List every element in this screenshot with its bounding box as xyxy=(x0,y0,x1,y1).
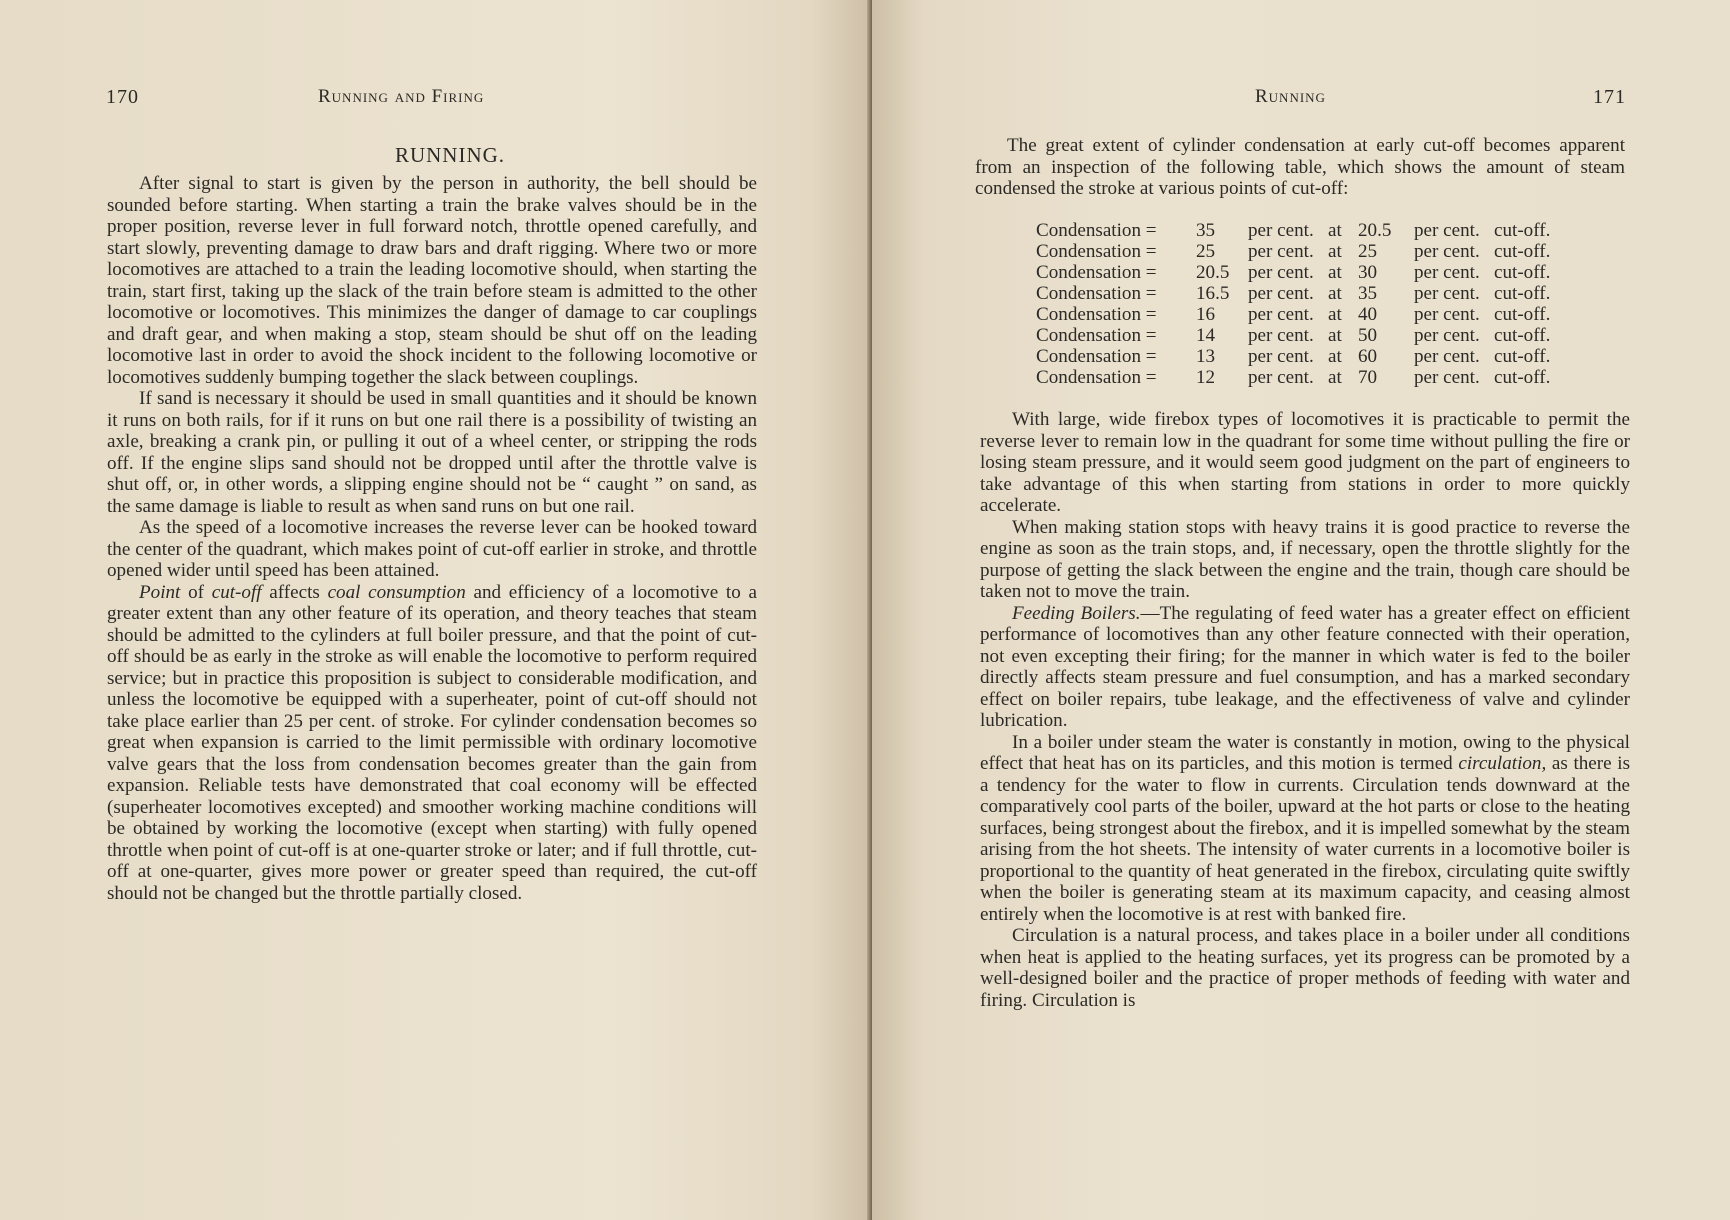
at-label: at xyxy=(1328,325,1342,346)
condensation-label: Condensation = xyxy=(1036,283,1157,304)
unit-label: per cent. xyxy=(1414,220,1480,241)
condensation-row xyxy=(1036,241,1550,262)
unit-label: per cent. xyxy=(1414,241,1480,262)
condensation-row xyxy=(1036,367,1550,388)
at-label: at xyxy=(1328,283,1342,304)
cutoff-value: 30 xyxy=(1358,262,1378,283)
paragraph: As the speed of a locomotive increases the reverse lever can be hooked toward the center of the quadrant, which makes point of cut-off earlier in stroke, and throttle opened wider until speed has been attained. xyxy=(107,517,757,581)
page-number: 170 xyxy=(106,86,139,108)
unit-label: per cent. xyxy=(1414,346,1480,367)
cutoff-value: 25 xyxy=(1358,241,1378,262)
condensation-row xyxy=(1036,346,1550,367)
cutoff-value: 60 xyxy=(1358,346,1378,367)
left-body-text xyxy=(107,173,757,904)
unit-label: per cent. xyxy=(1248,304,1314,325)
intro-text xyxy=(975,135,1625,200)
unit-label: per cent. xyxy=(1248,220,1314,241)
section-heading: RUNNING. xyxy=(394,143,506,167)
paragraph: Feeding Boilers.—The regulating of feed water has a greater effect on efficient performance of locomotives than any other feature connected with their operation, not even excepting their firing; for the manner in which water is fed to the boiler directly affects steam pressure and fuel consumption, and has a marked secondary effect on boiler repairs, tube leakage, and the effectiveness of valve and cylinder lubrication. xyxy=(980,602,1630,731)
condensation-value: 16.5 xyxy=(1196,283,1230,304)
condensation-label: Condensation = xyxy=(1036,304,1157,325)
cutoff-value: 35 xyxy=(1358,283,1378,304)
paragraph: If sand is necessary it should be used in small quantities and it should be known it runs on both rails, for if it runs on but one rail there is a possibility of twisting an axle, breaking a crank pin, or pulling it out of a wheel center, or stripping the rods off. If the engine slips sand should not be dropped until after the throttle valve is shut off, or, in other words, a slipping engine should not be “ caught ” on sand, as the same damage is liable to result as when sand runs on but one rail. xyxy=(107,388,757,517)
condensation-row xyxy=(1036,283,1550,304)
at-label: at xyxy=(1328,367,1342,388)
condensation-row xyxy=(1036,325,1550,346)
condensation-label: Condensation = xyxy=(1036,262,1157,283)
cutoff-value: 70 xyxy=(1358,367,1378,388)
cutoff-suffix: cut-off. xyxy=(1494,262,1551,283)
at-label: at xyxy=(1328,346,1342,367)
cutoff-value: 50 xyxy=(1358,325,1378,346)
unit-label: per cent. xyxy=(1248,367,1314,388)
unit-label: per cent. xyxy=(1414,283,1480,304)
unit-label: per cent. xyxy=(1248,325,1314,346)
at-label: at xyxy=(1328,241,1342,262)
condensation-value: 25 xyxy=(1196,241,1216,262)
condensation-label: Condensation = xyxy=(1036,346,1157,367)
condensation-label: Condensation = xyxy=(1036,325,1157,346)
at-label: at xyxy=(1328,304,1342,325)
paragraph: After signal to start is given by the person in authority, the bell should be sounded before starting. When starting a train the brake valves should be in the proper position, reverse lever in full forward notch, throttle opened carefully, and start slowly, preventing damage to draw bars and draft rigging. Where two or more locomotives are attached to a train the leading locomotive should, when starting the train, start first, taking up the slack of the train before steam is admitted to the other locomotive or locomotives. This minimizes the danger of damage to car couplings and draft gear, and when making a stop, steam should be shut off on the leading locomotive last in order to avoid the shock incident to the following locomotive or locomotives suddenly bumping together the slack between couplings. xyxy=(107,173,757,388)
condensation-value: 14 xyxy=(1196,325,1216,346)
running-header: Running and Firing xyxy=(318,86,485,107)
condensation-value: 35 xyxy=(1196,220,1216,241)
paragraph: The great extent of cylinder condensation at early cut-off becomes apparent from an inspection of the following table, which shows the amount of steam condensed the stroke at various points of cut-off: xyxy=(975,135,1625,199)
cutoff-suffix: cut-off. xyxy=(1494,220,1551,241)
cutoff-suffix: cut-off. xyxy=(1494,241,1551,262)
condensation-label: Condensation = xyxy=(1036,220,1157,241)
unit-label: per cent. xyxy=(1414,325,1480,346)
condensation-row xyxy=(1036,220,1550,241)
condensation-value: 20.5 xyxy=(1196,262,1230,283)
unit-label: per cent. xyxy=(1414,367,1480,388)
cutoff-suffix: cut-off. xyxy=(1494,304,1551,325)
paragraph: Point of cut-off affects coal consumption and efficiency of a locomotive to a greater extent than any other feature of its operation, and theory teaches that steam should be admitted to the cylinders at full boiler pressure, and that the point of cut-off should be as early in the stroke as will enable the locomotive to perform required service; but in practice this proposition is subject to considerable modification, and unless the locomotive be equipped with a superheater, point of cut-off should not take place earlier than 25 per cent. of stroke. For cylinder condensation becomes so great when expansion is carried to the limit permissible with ordinary locomotive valve gears that the loss from condensation becomes greater than the gain from expansion. Reliable tests have demonstrated that coal economy will be effected (superheater locomotives excepted) and smoother working machine conditions will be obtained by working the locomotive (except when starting) with fully opened throttle when point of cut-off is at one-quarter stroke or later; and if full throttle, cut-off at one-quarter, gives more power or greater speed than required, the cut-off should not be changed but the throttle partially closed. xyxy=(107,581,757,904)
paragraph: When making station stops with heavy trains it is good practice to reverse the engine as soon as the train stops, and, if necessary, open the throttle slightly for the purpose of getting the slack between the engine and the train, though care should be taken not to move the train. xyxy=(980,516,1630,602)
cutoff-suffix: cut-off. xyxy=(1494,367,1551,388)
at-label: at xyxy=(1328,262,1342,283)
condensation-value: 13 xyxy=(1196,346,1216,367)
page-number: 171 xyxy=(1593,86,1626,108)
at-label: at xyxy=(1328,220,1342,241)
paragraph: With large, wide firebox types of locomotives it is practicable to permit the reverse lever to remain low in the quadrant for some time without pulling the fire or losing steam pressure, and it would seem good judgment on the part of engineers to take advantage of this when starting from stations in order to more quickly accelerate. xyxy=(980,409,1630,516)
right-page xyxy=(872,0,1730,1220)
paragraph: In a boiler under steam the water is constantly in motion, owing to the physical effect that heat has on its particles, and this motion is termed circulation, as there is a tendency for the water to flow in currents. Circulation tends downward at the comparatively cool parts of the boiler, upward at the hot parts or close to the heating surfaces, being strongest about the firebox, and it is impelled somewhat by the steam arising from the hot sheets. The intensity of water currents in a locomotive boiler is proportional to the quantity of heat generated in the firebox, circulating quite swiftly when the boiler is generating steam at its maximum capacity, and ceasing almost entirely when the locomotive is at rest with banked fire. xyxy=(980,731,1631,925)
unit-label: per cent. xyxy=(1414,304,1480,325)
unit-label: per cent. xyxy=(1248,283,1314,304)
condensation-table xyxy=(1036,220,1550,388)
unit-label: per cent. xyxy=(1248,241,1314,262)
cutoff-value: 40 xyxy=(1358,304,1378,325)
running-header: Running xyxy=(1255,86,1326,107)
condensation-table-body xyxy=(1036,220,1550,388)
cutoff-suffix: cut-off. xyxy=(1494,346,1551,367)
unit-label: per cent. xyxy=(1248,262,1314,283)
cutoff-value: 20.5 xyxy=(1358,220,1392,241)
condensation-value: 16 xyxy=(1196,304,1216,325)
condensation-value: 12 xyxy=(1196,367,1216,388)
condensation-row xyxy=(1036,304,1550,325)
cutoff-suffix: cut-off. xyxy=(1494,283,1551,304)
cutoff-suffix: cut-off. xyxy=(1494,325,1551,346)
right-body-text xyxy=(980,409,1630,1011)
condensation-label: Condensation = xyxy=(1036,241,1157,262)
unit-label: per cent. xyxy=(1414,262,1480,283)
condensation-row xyxy=(1036,262,1550,283)
paragraph: Circulation is a natural process, and takes place in a boiler under all conditions when heat is applied to the heating surfaces, yet its progress can be promoted by a well-designed boiler and the practice of proper methods of feeding with water and firing. Circulation is xyxy=(980,925,1630,1011)
unit-label: per cent. xyxy=(1248,346,1314,367)
condensation-label: Condensation = xyxy=(1036,367,1157,388)
